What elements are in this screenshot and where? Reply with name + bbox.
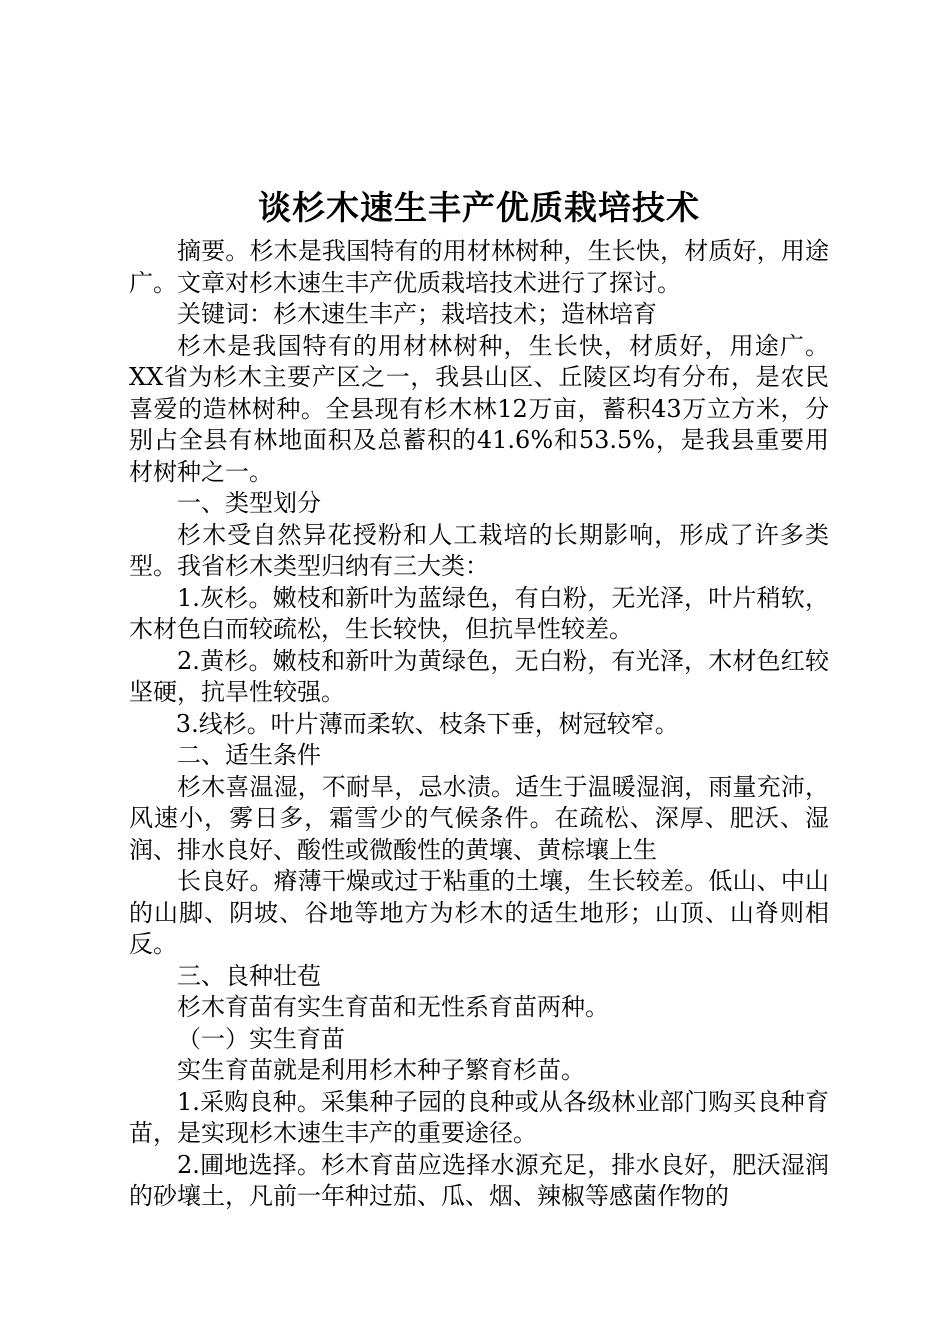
body-paragraph: 杉木喜温湿，不耐旱，忌水渍。适生于温暖湿润，雨量充沛，风速小，雾日多，霜雪少的气候条件。在疏松、深厚、肥沃、湿润、排水良好、酸性或微酸性的黄壤、黄棕壤上生 [129, 772, 829, 864]
section-heading: 三、良种壮苞 [177, 961, 321, 990]
list-item: 2.圃地选择。杉木育苗应选择水源充足，排水良好，肥沃湿润的砂壤土，凡前一年种过茄、瓜、烟、辣椒等感菌作物的 [129, 1150, 829, 1210]
subsection-heading: （一）实生育苗 [177, 1024, 345, 1053]
abstract-paragraph: 摘要。杉木是我国特有的用材林树种，生长快，材质好，用途广。文章对杉木速生丰产优质栽培技术进行了探讨。 [129, 237, 829, 297]
body-paragraph: 实生育苗就是利用杉木种子繁育杉苗。 [177, 1056, 585, 1084]
body-paragraph: 杉木是我国特有的用材林树种，生长快，材质好，用途广。XX省为杉木主要产区之一，我县山区、丘陵区均有分布，是农民喜爱的造林树种。全县现有杉木林12万亩，蓄积43万立方米，分别占全县有林地面积及总蓄积的41.6%和53.5%，是我县重要用材树种之一。 [129, 331, 829, 486]
body-paragraph: 长良好。瘠薄干燥或过于粘重的土壤，生长较差。低山、中山的山脚、阴坡、谷地等地方为杉木的适生地形；山顶、山脊则相反。 [129, 867, 829, 958]
document-body [129, 236, 829, 1213]
section-heading: 二、适生条件 [177, 741, 321, 769]
section-heading: 一、类型划分 [177, 489, 321, 517]
list-item: 1.采购良种。采集种子园的良种或从各级林业部门购买良种育苗，是实现杉木速生丰产的重要途径。 [129, 1087, 829, 1147]
document-title: 谈杉木速生丰产优质栽培技术 [258, 188, 700, 227]
body-paragraph: 杉木育苗有实生育苗和无性系育苗两种。 [177, 993, 609, 1021]
list-item: 1.灰杉。嫩枝和新叶为蓝绿色，有白粉，无光泽，叶片稍软，木材色白而较疏松，生长较快，但抗旱性较差。 [129, 583, 829, 643]
keywords-paragraph: 关键词：杉木速生丰产；栽培技术；造林培育 [177, 300, 657, 328]
body-paragraph: 杉木受自然异花授粉和人工栽培的长期影响，形成了许多类型。我省杉木类型归纳有三大类： [129, 520, 829, 580]
list-item: 2.黄杉。嫩枝和新叶为黄绿色，无白粉，有光泽，木材色红较坚硬，抗旱性较强。 [129, 646, 829, 706]
list-item: 3.线杉。叶片薄而柔软、枝条下垂，树冠较窄。 [175, 709, 679, 738]
